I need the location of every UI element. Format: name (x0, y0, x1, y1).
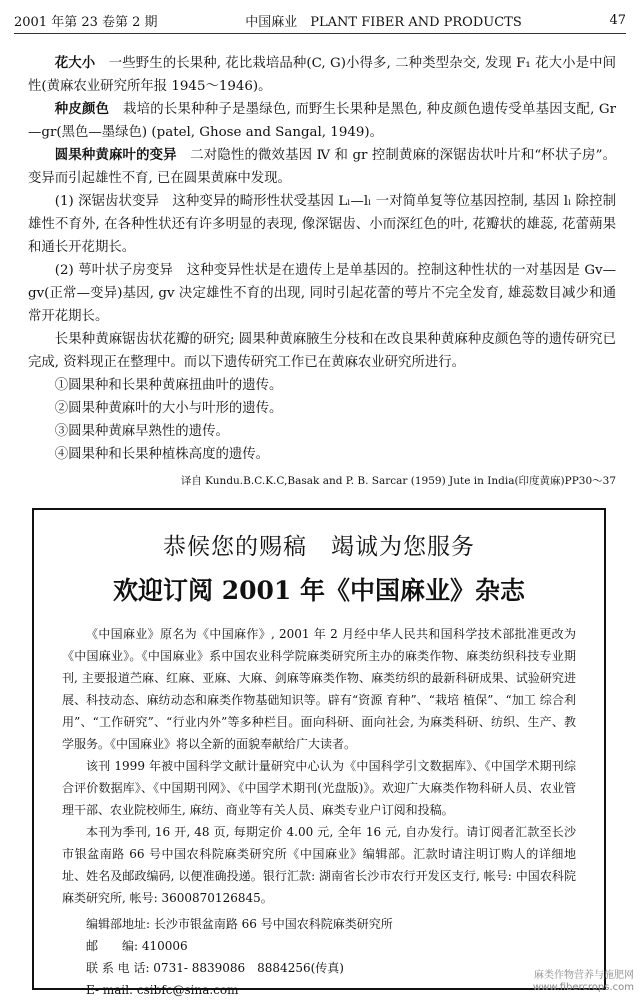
ad-paragraph: 该刊 1999 年被中国科学文献计量研究中心认为《中国科学引文数据库》、《中国学术期刊综合评价数据库》、《中国期刊网》、《中国学术期刊(光盘版)》。欢迎广大麻类作物科研人员、农业管理干部、农业院校师生, 麻纺、商业等有关人员、麻类专业户订阅和投稿。 (62, 759, 576, 817)
paragraph-term: 种皮颜色 (54, 101, 110, 117)
research-list (28, 374, 616, 466)
journal-title: 中国麻业 PLANT FIBER AND PRODUCTS (245, 14, 522, 30)
issue-info: 2001 年第 23 卷第 2 期 (14, 14, 158, 30)
paragraph: (2) 萼叶状子房变异 这种变异性状是在遗传上是单基因的。控制这种性状的一对基因是 Gv—gv(正常—变异)基因, gv 决定雄性不育的出现, 同时引起花蕾的萼片不完全发育, 雄蕊数目减少和通常开花期长。 (28, 263, 616, 324)
contact-info (62, 913, 576, 1001)
ad-headline: 恭候您的赐稿 竭诚为您服务 (163, 534, 475, 560)
header-rule (14, 33, 626, 34)
article-body (28, 52, 616, 493)
ad-paragraph: 《中国麻业》原名为《中国麻作》, 2001 年 2 月经中华人民共和国科学技术部批准更改为《中国麻业》。《中国麻业》系中国农业科学院麻类研究所主办的麻类作物、麻类纺织科技专业期刊, 主要报道苎麻、红麻、亚麻、大麻、剑麻等麻类作物、麻类纺织的最新科研成果、试验研究进展、科技动态、麻纺动态和麻类作物基础知识等。辟有“资源 育种”、“栽培 植保”、“加工 综合利用”、“工作研究”、“行业内外”等多种栏目。面向科研、面向社会, 为麻类科研、纺织、生产、教学服务。《中国麻业》将以全新的面貌奉献给广大读者。 (62, 627, 576, 751)
paragraph: 圆果种黄麻叶的变异 二对隐性的微效基因 Ⅳ 和 gr 控制黄麻的深锯齿状叶片和“杯状子房”。变异而引起雄性不育, 已在圆果黄麻中发现。 (28, 147, 616, 186)
paragraph: 种皮颜色 栽培的长果种种子是墨绿色, 而野生长果种是黑色, 种皮颜色遗传受单基因支配, Gr—gr(黑色—墨绿色) (patel, Ghose and Sangal, 1949)。 (28, 101, 616, 140)
paragraph-term: 花大小 (54, 55, 96, 71)
list-item: ④圆果种和长果种植株高度的遗传。 (54, 447, 270, 462)
paragraph: 长果种黄麻锯齿状花瓣的研究; 圆果种黄麻腋生分枝和在改良果种黄麻种皮颜色等的遗传研究已完成, 资料现正在整理中。而以下遗传研究工作已在黄麻农业研究所进行。 (28, 332, 616, 370)
ad-body (62, 623, 576, 1001)
site-watermark: 麻类作物营养与施肥网 www.fibercrops.com (532, 970, 634, 993)
paragraph: (1) 深锯齿状变异 这种变异的畸形性状受基因 Lₗ—lₗ 一对简单复等位基因控制, 基因 lₗ 除控制雄性不育外, 在各种性状还有许多明显的表现, 像深锯齿、小而深红色的叶, 花瓣状的雄蕊, 花蕾蒴果和通长开花期长。 (28, 194, 616, 255)
ad-paragraph: 本刊为季刊, 16 开, 48 页, 每期定价 4.00 元, 全年 16 元, 自办发行。请订阅者汇款至长沙市银盆南路 66 号中国农科院麻类研究所《中国麻业》编辑部。汇款时请注明订购人的详细地址、姓名及邮政编码, 以便准确投递。银行汇款: 湖南省长沙市农行开发区支行, 帐号: 中国农科院麻类研究所, 帐号: 3600870126845。 (62, 825, 576, 905)
source-citation: 译自 Kundu.B.C.K.C,Basak and P. B. Sarcar (1959) Jute in India(印度黄麻)PP30～37 (180, 475, 616, 487)
list-item: ③圆果种黄麻早熟性的遗传。 (54, 424, 229, 439)
subscription-ad (32, 508, 606, 997)
page-number: 47 (609, 12, 626, 28)
list-item: ①圆果种和长果种黄麻扭曲叶的遗传。 (54, 378, 283, 393)
ad-subhead: 欢迎订阅 2001 年《中国麻业》杂志 (113, 576, 525, 605)
paragraph-term: 圆果种黄麻叶的变异 (54, 147, 177, 163)
contact-email: E- mail: csibfc@sina.com (86, 983, 239, 997)
list-item: ②圆果种黄麻叶的大小与叶形的遗传。 (54, 401, 283, 416)
running-header (14, 10, 626, 30)
paragraph: 花大小 一些野生的长果种, 花比栽培品种(C, G)小得多, 二种类型杂交, 发现 F₁ 花大小是中间性(黄麻农业研究所年报 1945～1946)。 (28, 55, 617, 94)
contact-address: 编辑部地址: 长沙市银盆南路 66 号中国农科院麻类研究所 (86, 917, 393, 931)
contact-phone: 联 系 电 话: 0731- 8839086 8884256(传真) (86, 961, 344, 975)
contact-postcode: 邮 编: 410006 (86, 939, 188, 953)
